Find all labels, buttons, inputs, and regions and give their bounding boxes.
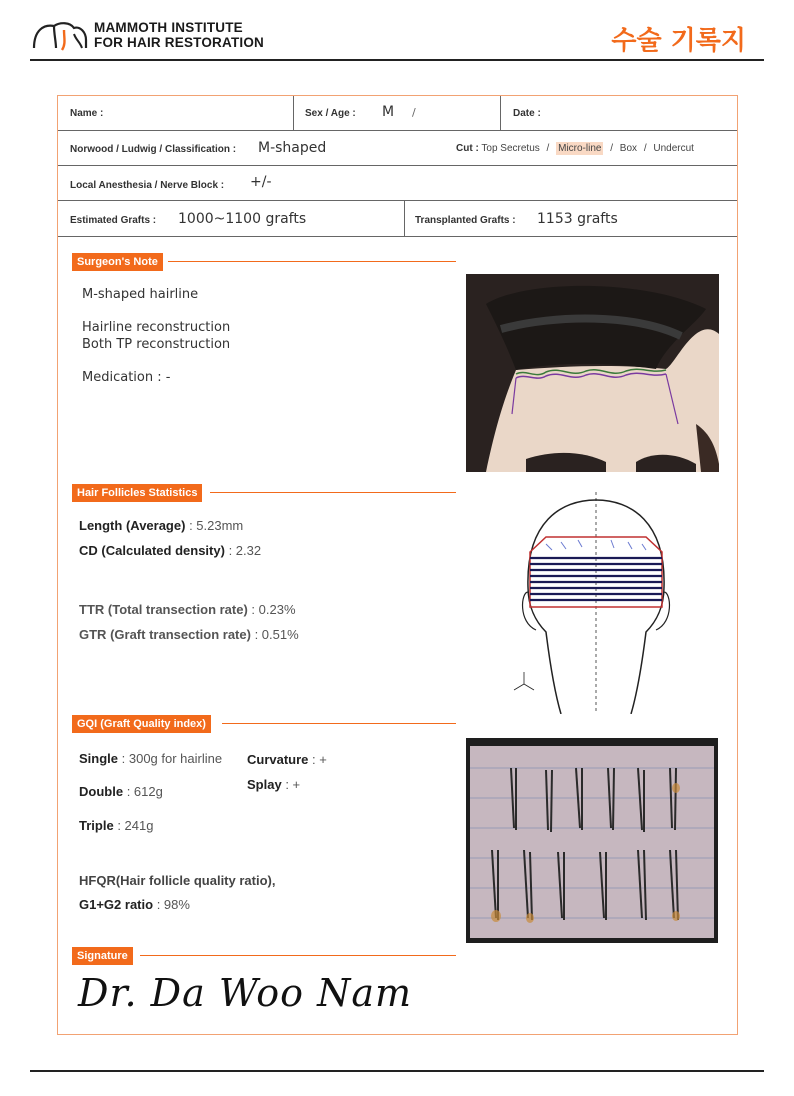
sex-value[interactable]: M	[382, 104, 395, 120]
brand-line-1: MAMMOTH INSTITUTE	[94, 20, 243, 35]
stat-label: HFQR(Hair follicle quality ratio),	[79, 873, 276, 888]
gqi-triple	[79, 818, 153, 833]
transplanted-label: Transplanted Grafts :	[415, 215, 516, 226]
form-row-anesthesia	[58, 166, 737, 201]
classification-label: Norwood / Ludwig / Classification :	[70, 144, 237, 155]
gqi-single	[79, 751, 222, 766]
estimated-cell	[58, 201, 405, 236]
gqi-header	[72, 714, 211, 732]
estimated-label: Estimated Grafts :	[70, 215, 157, 226]
stat-label: TTR	[79, 602, 105, 617]
cut-separator: /	[546, 143, 550, 154]
head-diagram	[506, 492, 686, 714]
brand-line-2: FOR HAIR RESTORATION	[94, 35, 265, 50]
stat-gtr	[79, 627, 299, 642]
gqi-splay	[247, 777, 300, 792]
cut-separator: /	[643, 143, 647, 154]
stat-label: Triple	[79, 818, 114, 833]
stat-cd	[79, 543, 261, 558]
anesthesia-label: Local Anesthesia / Nerve Block :	[70, 180, 225, 191]
stat-label: Single	[79, 751, 119, 766]
section-rule	[222, 723, 456, 724]
form-row-grafts	[58, 201, 737, 237]
stat-value: : 241g	[117, 818, 154, 833]
cut-options	[456, 143, 694, 154]
cut-label: Cut :	[456, 143, 479, 154]
stat-label: CD	[79, 543, 98, 558]
gqi-double	[79, 784, 163, 799]
anesthesia-value[interactable]: +/-	[250, 174, 272, 190]
stat-length	[79, 518, 243, 533]
signature-header	[72, 946, 133, 964]
stat-value: : 5.23mm	[189, 518, 244, 533]
note-line: Hairline reconstruction	[82, 320, 231, 335]
stat-label: Curvature	[247, 752, 309, 767]
stat-label-detail: (Graft transection rate)	[110, 627, 251, 642]
surgeon-note-tag: Surgeon's Note	[72, 253, 163, 271]
stat-label-detail: (Calculated density)	[101, 543, 225, 558]
section-rule	[210, 492, 456, 493]
date-cell	[501, 96, 737, 130]
brand-name	[94, 20, 264, 50]
doctor-signature: Dr. Da Woo Nam	[78, 971, 413, 1015]
cut-separator: /	[610, 143, 614, 154]
name-label: Name :	[70, 108, 104, 119]
gqi-ratio	[79, 897, 190, 912]
top-divider	[30, 59, 764, 61]
sex-age-cell	[294, 96, 501, 130]
stat-value: : 98%	[156, 897, 190, 912]
section-rule	[168, 261, 456, 262]
page-header	[30, 14, 764, 62]
document-title: 수술 기록지	[611, 26, 746, 56]
classification-value[interactable]: M-shaped	[258, 140, 327, 156]
transplanted-cell	[405, 201, 737, 236]
stat-label: G1+G2 ratio	[79, 897, 154, 912]
note-line: Both TP reconstruction	[82, 337, 231, 352]
mammoth-logo-icon	[30, 18, 90, 54]
hairline-photo	[466, 274, 719, 472]
stat-value: : 0.23%	[251, 602, 296, 617]
record-form	[57, 95, 738, 1035]
graft-photo-illustration	[466, 738, 718, 943]
stat-value: : +	[285, 777, 301, 792]
stat-value: : 0.51%	[254, 627, 299, 642]
estimated-value[interactable]: 1000~1100 grafts	[178, 211, 307, 227]
stat-value: : +	[312, 752, 327, 767]
gqi-tag: GQI (Graft Quality index)	[72, 715, 211, 733]
cut-option-box[interactable]: Box	[619, 143, 638, 154]
age-separator: /	[412, 106, 416, 119]
stat-value: : 2.32	[228, 543, 262, 558]
signature-tag: Signature	[72, 947, 133, 965]
cut-option-micro-line[interactable]: Micro-line	[558, 143, 602, 154]
stat-label: GTR	[79, 627, 107, 642]
date-label: Date :	[513, 108, 541, 119]
sex-age-label: Sex / Age :	[305, 108, 356, 119]
bottom-divider	[30, 1070, 764, 1072]
surgeon-note-text	[82, 286, 230, 386]
stat-label-detail: (Total transection rate)	[107, 602, 248, 617]
name-cell	[58, 96, 294, 130]
stat-label: Double	[79, 784, 124, 799]
note-line: M-shaped hairline	[82, 287, 199, 302]
form-row-classification	[58, 131, 737, 166]
transplanted-value[interactable]: 1153 grafts	[537, 211, 618, 227]
hairline-photo-illustration	[466, 274, 719, 472]
form-row-identity	[58, 96, 737, 131]
cut-option-undercut[interactable]: Undercut	[653, 143, 694, 154]
gqi-hfqr	[79, 873, 275, 888]
donor-area-diagram	[506, 492, 686, 714]
stat-value: : 612g	[126, 784, 163, 799]
stat-value: : 300g for hairline	[121, 751, 223, 766]
graft-photo	[466, 738, 718, 943]
cut-option-top-secretus[interactable]: Top Secretus	[481, 143, 540, 154]
stat-label: Splay	[247, 777, 282, 792]
section-rule	[140, 955, 456, 956]
stat-ttr	[79, 602, 296, 617]
stat-label-detail: (Average)	[125, 518, 186, 533]
stat-label: Length	[79, 518, 123, 533]
follicle-stats-tag: Hair Follicles Statistics	[72, 484, 202, 502]
gqi-curvature	[247, 752, 327, 767]
surgeon-note-header	[72, 252, 163, 270]
note-line: Medication : -	[82, 370, 171, 385]
follicle-stats-header	[72, 483, 202, 501]
